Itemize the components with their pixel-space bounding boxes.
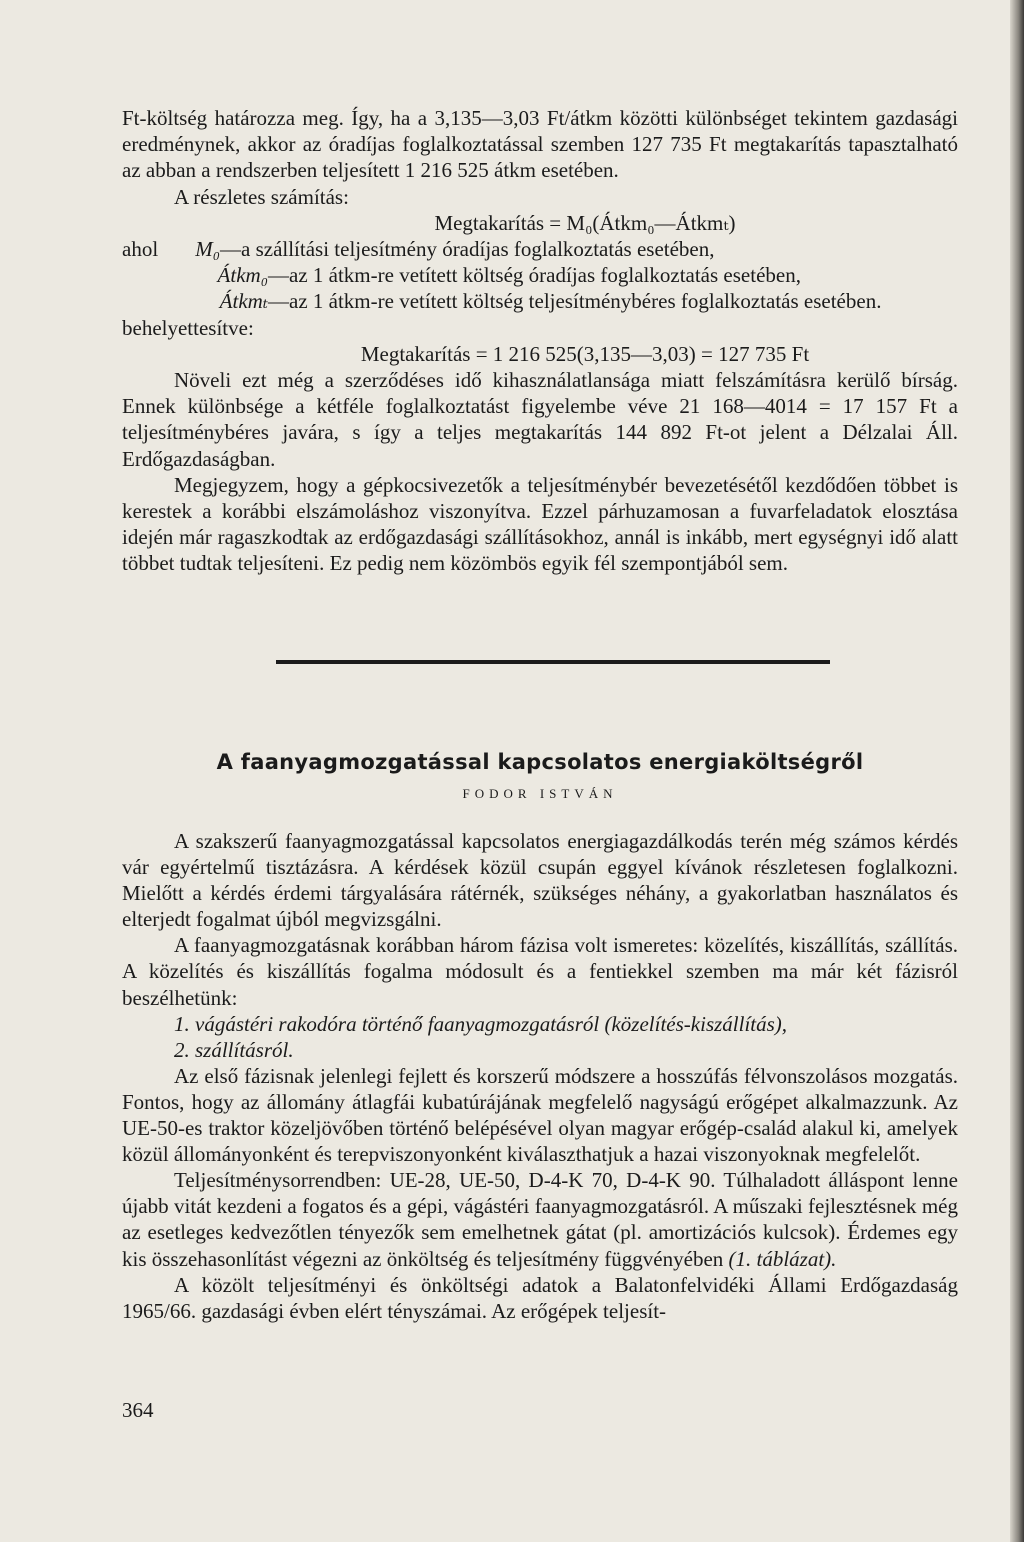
definition-label: ahol xyxy=(122,237,159,262)
paragraph: Megjegyzem, hogy a gépkocsivezetők a teljesítménybér bevezetésétől kezdődően többet is kerestek a korábbi elszámoláshoz viszonyítva. Ezzel párhuzamosan a fuvarfeladatok elosztása idején már ragaszkodtak az erdőgazdasági szállításokhoz, annál is inkább, mert egységnyi idő alatt többet tudtak teljesíteni. Ez pedig nem közömbös egyik fél szempontjából sem. xyxy=(122,472,958,576)
table-reference: (1. táblázat). xyxy=(728,1246,837,1271)
definition-text: —a szállítási teljesítmény óradíjas foglalkoztatás esetében, xyxy=(220,237,715,262)
definition-symbol: M₀ xyxy=(195,237,220,262)
definition-symbol: Átkm₀ xyxy=(217,263,268,288)
book-spine-edge xyxy=(1010,0,1024,1542)
paragraph: A faanyagmozgatásnak korábban három fázisa volt ismeretes: közelítés, kiszállítás, szállítás. A közelítés és kiszállítás fogalma módosult és a fentiekkel szemben ma már két fázisról beszélhetünk: xyxy=(122,933,958,1010)
definition-row xyxy=(122,236,958,262)
paragraph: Növeli ezt még a szerződéses idő kihasználatlansága miatt felszámításra kerülő bírság. Ennek különbsége a kétféle foglalkoztatást figyelembe véve 21 168—4014 = 17 157 Ft a teljesítménybéres javára, s így a teljes megtakarítás 144 892 Ft-ot jelent a Délzalai Áll. Erdőgazdaságban. xyxy=(122,368,958,471)
definition-text: —az 1 átkm-re vetített költség óradíjas foglalkoztatás esetében, xyxy=(268,263,801,288)
article-body xyxy=(122,828,958,1324)
paragraph xyxy=(122,1167,958,1271)
section-divider xyxy=(276,660,830,664)
page-number: 364 xyxy=(122,1398,154,1422)
paragraph: A közölt teljesítményi és önköltségi adatok a Balatonfelvidéki Állami Erdőgazdaság 1965/66. gazdasági évben elért tényszámai. Az erőgépek teljesít- xyxy=(122,1272,958,1323)
definition-text: —az 1 átkm-re vetített költség teljesítménybéres foglalkoztatás esetében. xyxy=(268,289,882,314)
list-item: 2. szállításról. xyxy=(174,1037,294,1062)
article-title: A faanyagmozgatással kapcsolatos energiaköltségről xyxy=(216,750,864,774)
definition-row xyxy=(122,262,958,288)
paragraph: behelyettesítve: xyxy=(122,315,254,340)
paragraph: A szakszerű faanyagmozgatással kapcsolatos energiagazdálkodás terén még számos kérdés vár egyértelmű tisztázásra. A kérdések közül csupán eggyel kívánok részletesen foglalkozni. Mielőtt a kérdés érdemi tárgyalására rátérnék, szükséges néhány, a gyakorlatban használatos és elterjedt fogalmat újból megvizsgálni. xyxy=(122,829,958,932)
paragraph-text: Teljesítménysorrendben: UE-28, UE-50, D-4-K 70, D-4-K 90. Túlhaladott álláspont lenne újabb vitát kezdeni a fogatos és a gépi, vágástéri faanyagmozgatásról. A műszaki fejlesztésnek még az esetleges kedvezőtlen tényezők sem emelhetnek gátat (pl. amortizációs kulcsok). Érdemes egy kis összehasonlítást végezni az önköltség és teljesítmény függvényében xyxy=(122,1168,958,1271)
list-item: 1. vágástéri rakodóra történő faanyagmozgatásról (közelítés-kiszállítás), xyxy=(174,1011,788,1036)
formula: Megtakarítás = M₀(Átkm₀—Átkmₜ) xyxy=(434,210,736,235)
formula: Megtakarítás = 1 216 525(3,135—3,03) = 127 735 Ft xyxy=(360,341,810,366)
paragraph: A részletes számítás: xyxy=(174,184,349,209)
definition-symbol: Átkmₜ xyxy=(219,289,268,314)
continued-text xyxy=(122,105,958,577)
paragraph: Ft-költség határozza meg. Így, ha a 3,135—3,03 Ft/átkm közötti különbséget tekintem gazdasági eredménynek, akkor az óradíjas foglalkoztatással szemben 127 735 Ft megtakarítás tapasztalható az abban a rendszerben teljesített 1 216 525 átkm esetében. xyxy=(122,106,958,183)
paragraph: Az első fázisnak jelenlegi fejlett és korszerű módszere a hosszúfás félvonszolásos mozgatás. Fontos, hogy az állomány átlagfái kubatúrájának megfelelő nagyságú erőgépet alkalmazzunk. Az UE-50-es traktor közeljövőben történő belépésével olyan magyar erőgép-család alakul ki, amelyek közül állományonként és terepviszonyonként kiválaszthatjuk a hazai viszonyoknak megfelelőt. xyxy=(122,1063,958,1167)
definition-row xyxy=(122,288,958,314)
article-author: FODOR ISTVÁN xyxy=(462,786,618,801)
